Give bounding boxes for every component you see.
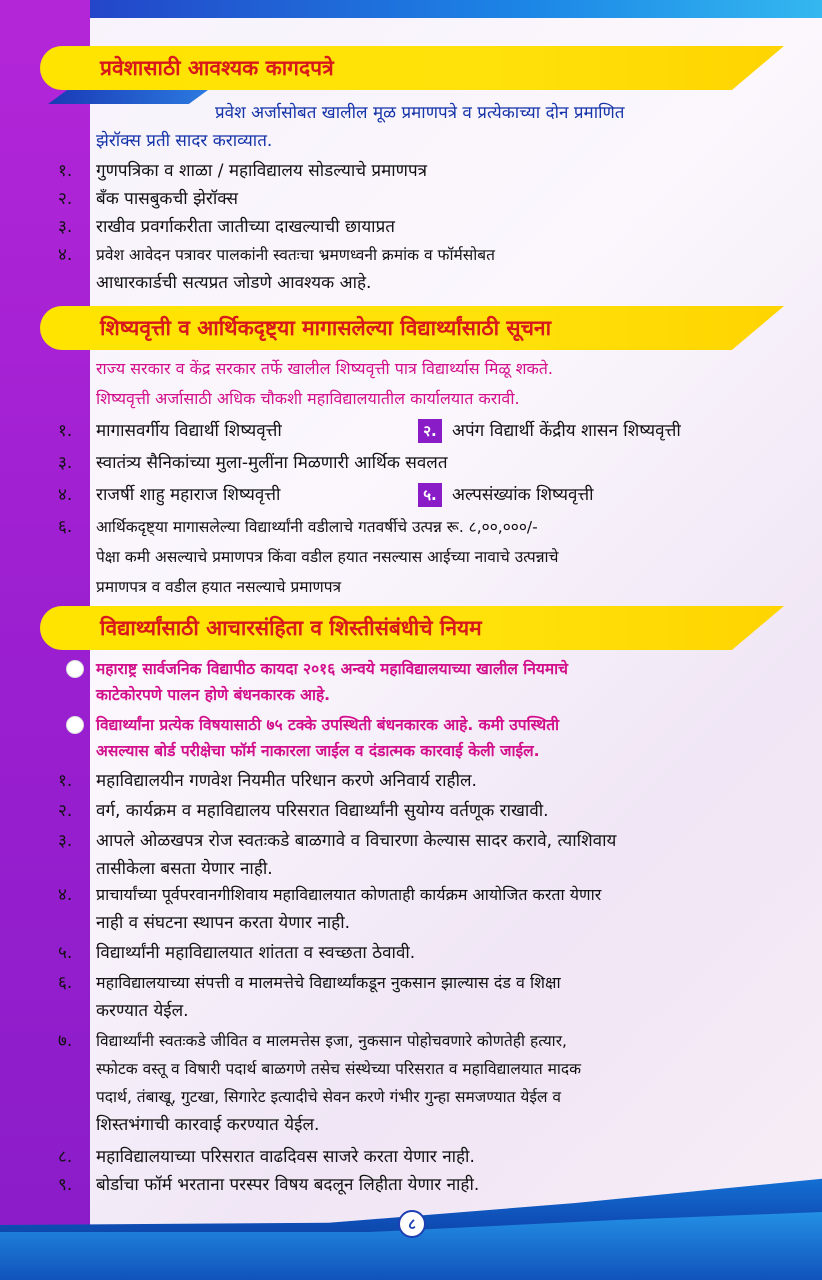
rules-bullet-text: विद्यार्थ्यांना प्रत्येक विषयासाठी ७५ टक्के उपस्थिती बंधनकारक आहे. कमी उपस्थिती <box>96 716 560 734</box>
section-title-rules: विद्यार्थ्यांसाठी आचारसंहिता व शिस्तीसंबंधीचे नियम <box>100 616 482 640</box>
scholarship-intro-cont: शिष्यवृत्ती अर्जासाठी अधिक चौकशी महाविद्यालयातील कार्यालयात करावी. <box>96 389 520 408</box>
rule-item: वर्ग, कार्यक्रम व महाविद्यालय परिसरात विद्यार्थ्यांनी सुयोग्य वर्तणूक राखावी. <box>96 801 549 821</box>
rule-item-cont: नाही व संघटना स्थापन करता येणार नाही. <box>96 913 350 933</box>
page-number: ८ <box>398 1210 426 1238</box>
list-number: १. <box>58 421 73 441</box>
documents-intro-cont: झेरॉक्स प्रती सादर कराव्यात. <box>96 131 273 151</box>
list-number: ४. <box>58 245 73 265</box>
list-item-cont: आधारकार्डची सत्यप्रत जोडणे आवश्यक आहे. <box>96 273 372 293</box>
top-decorative-band <box>90 0 822 18</box>
box-number: २. <box>418 419 442 443</box>
list-item: प्रवेश आवेदन पत्रावर पालकांनी स्वतःचा भ्रमणध्वनी क्रमांक व फॉर्मसोबत <box>96 246 495 264</box>
list-item: बँक पासबुकची झेरॉक्स <box>96 189 238 209</box>
list-number: २. <box>58 801 73 821</box>
bullet-dot <box>66 660 84 678</box>
list-number: ३. <box>58 453 73 473</box>
list-number: ८. <box>58 1147 73 1167</box>
rule-item: महाविद्यालयाच्या परिसरात वाढदिवस साजरे करता येणार नाही. <box>96 1147 475 1167</box>
list-number: ९. <box>58 1175 73 1195</box>
list-item: राजर्षी शाहु महाराज शिष्यवृत्ती <box>96 485 281 505</box>
rule-item-cont: करण्यात येईल. <box>96 1001 189 1021</box>
list-number: ४. <box>58 885 73 905</box>
rule-item: विद्यार्थ्यांनी स्वतःकडे जीवित व मालमत्तेस इजा, नुकसान पोहोचवणारे कोणतेही हत्यार, <box>96 1032 567 1050</box>
list-number: ४. <box>58 485 73 505</box>
section-title-documents: प्रवेशासाठी आवश्यक कागदपत्रे <box>100 56 334 80</box>
bullet-dot <box>66 716 84 734</box>
rule-item: बोर्डाचा फॉर्म भरताना परस्पर विषय बदलून लिहीता येणार नाही. <box>96 1175 480 1195</box>
rule-item-cont: तासीकेला बसता येणार नाही. <box>96 859 273 879</box>
list-item: राखीव प्रवर्गाकरीता जातीच्या दाखल्याची छायाप्रत <box>96 217 395 237</box>
rule-item-cont: पदार्थ, तंबाखू, गुटखा, सिगारेट इत्यादीचे सेवन करणे गंभीर गुन्हा समजण्यात येईल व <box>96 1088 562 1106</box>
list-number: ६. <box>58 973 73 993</box>
list-number: ६. <box>58 517 73 537</box>
list-item: आर्थिकदृष्ट्या मागासलेल्या विद्यार्थ्यांनी वडीलाचे गतवर्षीचे उत्पन्न रू. ८,००,०००/- <box>96 518 538 536</box>
list-item-cont: प्रमाणपत्र व वडील हयात नसल्याचे प्रमाणपत्र <box>96 578 342 596</box>
list-item: अपंग विद्यार्थी केंद्रीय शासन शिष्यवृत्ती <box>452 421 681 441</box>
list-number: १. <box>58 161 73 181</box>
rule-item: महाविद्यालयाच्या संपत्ती व मालमत्तेचे विद्यार्थ्यांकडून नुकसान झाल्यास दंड व शिक्षा <box>96 973 561 992</box>
list-item: अल्पसंख्यांक शिष्यवृत्ती <box>452 485 594 505</box>
list-number: ५. <box>58 943 73 963</box>
list-number: २. <box>58 189 73 209</box>
rules-bullet-text-cont: असल्यास बोर्ड परीक्षेचा फॉर्म नाकारला जाईल व दंडात्मक कारवाई केली जाईल. <box>96 742 540 760</box>
section-title-scholarship: शिष्यवृत्ती व आर्थिकदृष्ट्या मागासलेल्या विद्यार्थ्यांसाठी सूचना <box>100 316 552 340</box>
rule-item: विद्यार्थ्यांनी महाविद्यालयात शांतता व स्वच्छता ठेवावी. <box>96 943 416 963</box>
list-number: १. <box>58 771 73 791</box>
rules-bullet-text: महाराष्ट्र सार्वजनिक विद्यापीठ कायदा २०१६ अन्वये महाविद्यालयाच्या खालील नियमाचे <box>96 660 568 678</box>
list-number: ३. <box>58 217 73 237</box>
list-number: ७. <box>58 1031 73 1051</box>
list-item-cont: पेक्षा कमी असल्याचे प्रमाणपत्र किंवा वडील हयात नसल्यास आईच्या नावाचे उत्पन्नाचे <box>96 548 559 566</box>
list-item: गुणपत्रिका व शाळा / महाविद्यालय सोडल्याचे प्रमाणपत्र <box>96 161 427 181</box>
rule-item: प्राचार्यांच्या पूर्वपरवानगीशिवाय महाविद्यालयात कोणताही कार्यक्रम आयोजित करता येणार <box>96 885 602 904</box>
list-item: मागासवर्गीय विद्यार्थी शिष्यवृत्ती <box>96 421 282 441</box>
list-item: स्वातंत्र्य सैनिकांच्या मुला-मुलींना मिळणारी आर्थिक सवलत <box>96 453 448 473</box>
documents-intro: प्रवेश अर्जासोबत खालील मूळ प्रमाणपत्रे व प्रत्येकाच्या दोन प्रमाणित <box>215 103 625 123</box>
rule-item: महाविद्यालयीन गणवेश नियमीत परिधान करणे अनिवार्य राहील. <box>96 771 477 791</box>
box-number: ५. <box>418 483 442 507</box>
banner-accent-stripe <box>48 90 208 104</box>
rule-item: आपले ओळखपत्र रोज स्वतःकडे बाळगावे व विचारणा केल्यास सादर करावे, त्याशिवाय <box>96 831 617 851</box>
rule-item-cont: शिस्तभंगाची कारवाई करण्यात येईल. <box>96 1115 320 1135</box>
rule-item-cont: स्फोटक वस्तू व विषारी पदार्थ बाळगणे तसेच संस्थेच्या परिसरात व महाविद्यालयात मादक <box>96 1060 582 1078</box>
scholarship-intro: राज्य सरकार व केंद्र सरकार तर्फे खालील शिष्यवृत्ती पात्र विद्यार्थ्यास मिळू शकते. <box>96 359 554 378</box>
list-number: ३. <box>58 831 73 851</box>
rules-bullet-text-cont: काटेकोरपणे पालन होणे बंधनकारक आहे. <box>96 686 331 704</box>
